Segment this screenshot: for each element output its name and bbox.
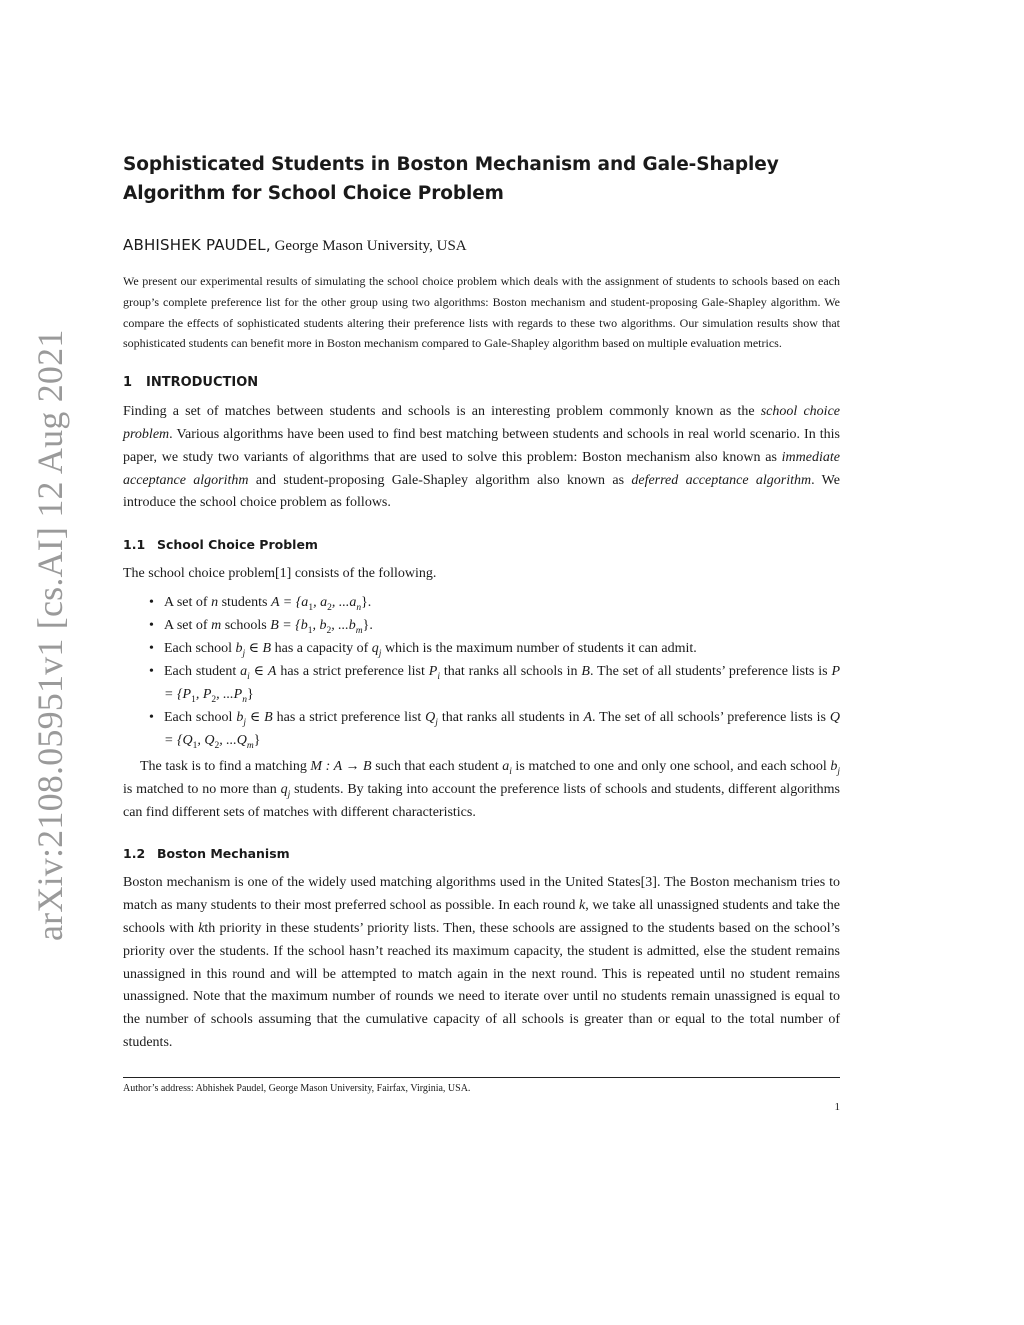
paper-title: Sophisticated Students in Boston Mechanism and Gale-Shapley Algorithm for School Choice Problem bbox=[123, 154, 779, 204]
list-item: • Each school $b_j$ ∈ B has a capacity of $q_j$ which is the maximum number of students it can admit. bbox=[149, 640, 697, 659]
subsection-heading-boston-mechanism: 1.2 Boston Mechanism bbox=[123, 846, 290, 862]
boston-mechanism-paragraph: Boston mechanism is one of the widely used matching algorithms used in the United States[3]. The Boston mechanism tries to match as many students to their most preferred school as possible. In each round k, we take all unassigned students and take the schools with kth priority in these students’ priority lists. Then, these schools are assigned to the students based on the school’s priority over the students. If the school hasn’t reached its maximum capacity, the student is admitted, else the student remains unassigned in this round and will be attempted to match again in the next round. This is repeated until no student remains unassigned. Note that the maximum number of rounds we need to iterate over until no students remain unassigned is equal to the number of schools assuming that the cumulative capacity of all schools is greater than or equal to the total number of students. bbox=[123, 875, 840, 1050]
task-paragraph: The task is to find a matching M : A → B such that each student $a_i$ is matched to one and only one school, and each school $b_j$ is matched to no more than $q_j$ students. By taking into account the preference lists of schools and students, different algorithms can find different sets of matches with different characteristics. bbox=[123, 758, 840, 820]
list-item: • Each student $a_i$ ∈ A has a strict preference list $P_i$ that ranks all schools in B. The set of all students’ preference lists is $P = \{P_1$, $P_2$, $...P_n$} bbox=[149, 663, 841, 705]
list-item: • Each school $b_j$ ∈ B has a strict preference list $Q_j$ that ranks all students in A. The set of all schools’ preference lists is $Q = \{Q_1$, $Q_2$, $...Q_m$} bbox=[149, 709, 841, 751]
section-heading-introduction: 1 INTRODUCTION bbox=[123, 375, 259, 391]
author-affiliation: George Mason University, USA bbox=[274, 238, 467, 254]
abstract: We present our experimental results of simulating the school choice problem which deals with the assignment of students to schools based on each group’s complete preference list for the other group using two algorithms: Boston mechanism and student-proposing Gale-Shapley algorithm. We compare the effects of sophisticated students altering their preference lists with regards to these two algorithms. Our simulation results show that sophisticated students can benefit more in Boston mechanism compared to Gale-Shapley algorithm based on multiple evaluation metrics. bbox=[123, 274, 840, 351]
arxiv-identifier-stamp: arXiv:2108.05951v1 [cs.AI] 12 Aug 2021 bbox=[30, 329, 70, 941]
school-choice-intro: The school choice problem[1] consists of the following. bbox=[123, 566, 437, 582]
page-number: 1 bbox=[834, 1101, 840, 1113]
footnote-divider bbox=[123, 1077, 840, 1078]
author-line bbox=[123, 235, 840, 256]
list-item: • A set of n students $A = \{a_1$, $a_2$, $...a_n$}. bbox=[149, 594, 372, 613]
page-body bbox=[123, 150, 840, 1055]
subsection-heading-school-choice: 1.1 School Choice Problem bbox=[123, 537, 318, 553]
author-name: ABHISHEK PAUDEL, bbox=[123, 236, 271, 254]
introduction-paragraph: Finding a set of matches between students and schools is an interesting problem commonly known as the school choice problem. Various algorithms have been used to find best matching between students and schools in real world scenario. In this paper, we study two variants of algorithms that are used to solve this problem: Boston mechanism also known as immediate acceptance algorithm and student-proposing Gale-Shapley algorithm also known as deferred acceptance algorithm. We introduce the school choice problem as follows. bbox=[123, 404, 840, 511]
list-item: • A set of m schools $B = \{b_1$, $b_2$, $...b_m$}. bbox=[149, 617, 373, 636]
problem-definition-list bbox=[123, 591, 840, 752]
author-address-footnote: Author’s address: Abhishek Paudel, George Mason University, Fairfax, Virginia, USA. bbox=[123, 1083, 471, 1094]
